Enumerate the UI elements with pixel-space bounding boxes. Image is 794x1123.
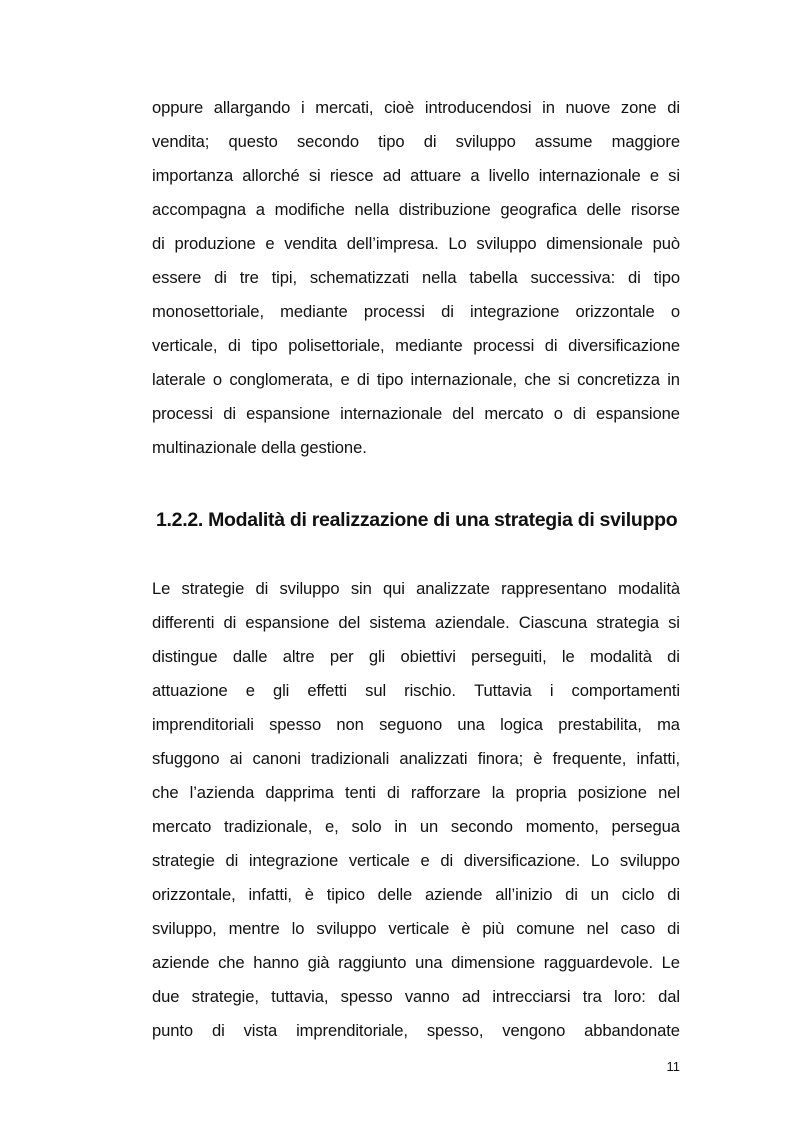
text-line: monosettoriale, mediante processi di integrazione orizzontale o xyxy=(152,302,680,321)
text-line: imprenditoriali spesso non seguono una logica prestabilita, ma xyxy=(152,715,680,734)
text-line: che l’azienda dapprima tenti di rafforzare la propria posizione nel xyxy=(152,783,680,802)
text-line: distingue dalle altre per gli obiettivi perseguiti, le modalità di xyxy=(152,647,680,666)
text-line: verticale, di tipo polisettoriale, mediante processi di diversificazione xyxy=(152,336,680,355)
text-line: oppure allargando i mercati, cioè introducendosi in nuove zone di xyxy=(152,98,680,117)
paragraph-continuation xyxy=(152,91,680,465)
text-line: vendita; questo secondo tipo di sviluppo assume maggiore xyxy=(152,132,680,151)
text-line: importanza allorché si riesce ad attuare a livello internazionale e si xyxy=(152,166,680,185)
text-line: sviluppo, mentre lo sviluppo verticale è più comune nel caso di xyxy=(152,919,680,938)
text-line: multinazionale della gestione. xyxy=(152,438,367,457)
text-line: orizzontale, infatti, è tipico delle aziende all’inizio di un ciclo di xyxy=(152,885,680,904)
text-line: strategie di integrazione verticale e di diversificazione. Lo sviluppo xyxy=(152,851,680,870)
text-line: aziende che hanno già raggiunto una dimensione ragguardevole. Le xyxy=(152,953,680,972)
text-line: di produzione e vendita dell’impresa. Lo sviluppo dimensionale può xyxy=(152,234,680,253)
text-line: differenti di espansione del sistema aziendale. Ciascuna strategia si xyxy=(152,613,680,632)
text-line: Le strategie di sviluppo sin qui analizzate rappresentano modalità xyxy=(152,579,680,598)
text-line: due strategie, tuttavia, spesso vanno ad intrecciarsi tra loro: dal xyxy=(152,987,680,1006)
text-line: laterale o conglomerata, e di tipo internazionale, che si concretizza in xyxy=(152,370,680,389)
paragraph-body xyxy=(152,572,680,1048)
text-line: processi di espansione internazionale del mercato o di espansione xyxy=(152,404,680,423)
text-line: punto di vista imprenditoriale, spesso, vengono abbandonate xyxy=(152,1021,680,1040)
section-heading: 1.2.2. Modalità di realizzazione di una strategia di sviluppo xyxy=(156,509,678,531)
page-number: 11 xyxy=(666,1059,680,1074)
text-line: essere di tre tipi, schematizzati nella tabella successiva: di tipo xyxy=(152,268,680,287)
text-line: mercato tradizionale, e, solo in un secondo momento, persegua xyxy=(152,817,680,836)
text-line: sfuggono ai canoni tradizionali analizzati finora; è frequente, infatti, xyxy=(152,749,680,768)
text-line: accompagna a modifiche nella distribuzione geografica delle risorse xyxy=(152,200,680,219)
text-line: attuazione e gli effetti sul rischio. Tuttavia i comportamenti xyxy=(152,681,680,700)
